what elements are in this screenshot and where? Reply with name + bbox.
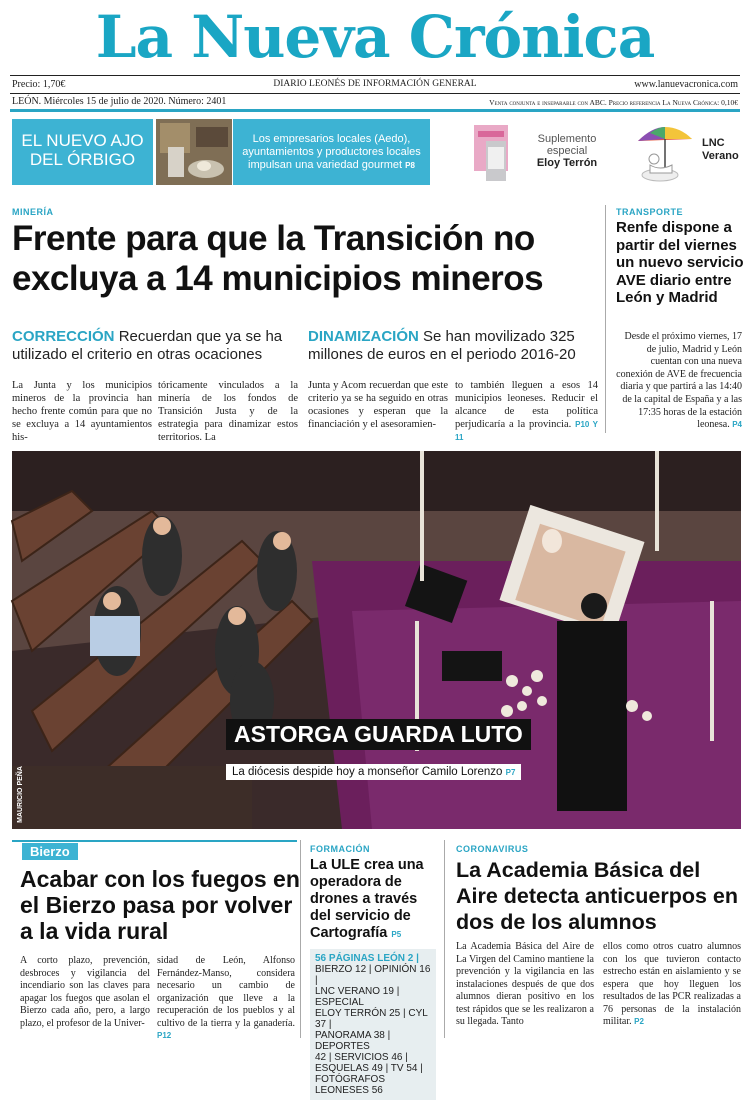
promo-ajo-title: EL NUEVO AJO DEL ÓRBIGO xyxy=(21,131,144,169)
coronavirus-ref: P2 xyxy=(634,1017,644,1026)
kicker-dinamizacion xyxy=(308,328,598,364)
supplement-label: Suplemento especial xyxy=(537,133,597,157)
divider xyxy=(10,93,740,94)
coronavirus-headline[interactable]: La Academia Básica del Aire detecta anticuerpos en dos de los alumnos xyxy=(456,858,738,934)
lead-body-col4-text: to también lleguen a esos 14 municipios leoneses. Reducir el alcance de esta política perjudicaría a la provincia. xyxy=(455,380,598,430)
photo-ref: P7 xyxy=(505,768,516,777)
bierzo-body-col2 xyxy=(157,955,295,1043)
index-line: ELOY TERRÓN 25 | CYL 37 | xyxy=(315,1008,428,1030)
lnc-verano-label: LNC Verano xyxy=(702,137,739,162)
tagline: DIARIO LEONÉS DE INFORMACIÓN GENERAL xyxy=(273,79,477,89)
promo-ajo-photo[interactable] xyxy=(156,119,232,185)
index-line: ESQUELAS 49 | TV 54 | xyxy=(315,1063,423,1074)
section-mineria: MINERÍA xyxy=(12,207,54,217)
newspaper-logo[interactable]: La Nueva Crónica xyxy=(95,3,655,71)
bierzo-rule xyxy=(12,840,297,842)
transporte-headline[interactable]: Renfe dispone a partir del viernes un nuevo servicio AVE diario entre León y Madrid xyxy=(616,219,744,306)
lead-body-col3: Junta y Acom recuerdan que este criterio ya se ha seguido en otras ocasiones y esperan que la financiación y el asesoramien- xyxy=(308,380,448,430)
promo-ajo[interactable] xyxy=(12,119,153,185)
photo-caption-text: La diócesis despide hoy a monseñor Camilo Lorenzo xyxy=(232,766,503,778)
promo-aedo[interactable] xyxy=(233,119,430,185)
promo-aedo-ref: P8 xyxy=(405,161,415,170)
index-line: PANORAMA 38 | DEPORTES xyxy=(315,1030,391,1052)
promo-supplement[interactable] xyxy=(436,119,604,185)
column-divider xyxy=(444,840,445,1038)
lead-body-col4 xyxy=(455,379,598,444)
lead-body-col1: La Junta y los municipios mineros de la provincia han hecho frente común para que no se excluya a 14 ayuntamientos his- xyxy=(12,380,152,443)
coronavirus-body-col2-text: ellos como otros cuatro alumnos con los que tuvieron contacto estrecho están en aislamiento y se espera que hoy lleguen los resultados de las PCR realizadas a 76 personas de la instalación militar. xyxy=(603,941,741,1027)
column-divider xyxy=(605,205,606,433)
section-bierzo: Bierzo xyxy=(22,843,78,860)
index-line: BIERZO 12 | OPINIÓN 16 | xyxy=(315,964,431,986)
column-divider xyxy=(300,840,301,1038)
website-link[interactable]: www.lanuevacronica.com xyxy=(634,79,738,90)
bierzo-body-col1: A corto plazo, prevención, desbroces y vigilancia del incendiario son las claves para apagar los fuegos que asolan el Bierzo cada año, pero, a largo plazo, el profesor de la Univer- xyxy=(20,955,150,1029)
dateline: LEÓN. Miércoles 15 de julio de 2020. Número: 2401 xyxy=(12,96,227,107)
promo-aedo-text: Los empresarios locales (Aedo), ayuntamientos y productores locales impulsan una variedad gourmet xyxy=(242,133,421,171)
blue-rule xyxy=(10,109,740,112)
photo-caption xyxy=(226,764,521,780)
photo-credit: MAURICIO PEÑA xyxy=(16,766,24,823)
abc-note: Venta conjunta e inseparable con ABC. Precio referencia La Nueva Crónica: 0,10€ xyxy=(489,98,738,107)
index-line: LNC VERANO 19 | ESPECIAL xyxy=(315,986,400,1008)
divider xyxy=(10,75,740,76)
transporte-body xyxy=(616,331,742,432)
page-index xyxy=(310,949,436,1100)
index-line: FOTÓGRAFOS LEONESES 56 xyxy=(315,1074,385,1096)
lead-headline[interactable]: Frente para que la Transición no excluya a 14 municipios mineros xyxy=(12,219,544,298)
formacion-headline-text: La ULE crea una operadora de drones a través del servicio de Cartografía xyxy=(310,857,424,941)
kicker-correccion-text: Recuerdan que ya se ha utilizado el criterio en otras ocaciones xyxy=(12,328,283,363)
formacion-ref: P5 xyxy=(391,930,402,939)
beach-umbrella-icon xyxy=(632,121,698,185)
lead-ref: P10 Y 11 xyxy=(455,420,599,442)
section-formacion: FORMACIÓN xyxy=(310,844,370,854)
coronavirus-body-col1: La Academia Básica del Aire de La Virgen del Camino mantiene la prevención y la vigilancia en las instalaciones después de que dos alumnos dieran positivo en los test rápidos que se les realizaron a su llegada. Tanto xyxy=(456,941,594,1027)
kicker-dinamizacion-label: DINAMIZACIÓN xyxy=(308,328,419,345)
promo-lnc-verano[interactable] xyxy=(606,119,740,185)
masthead xyxy=(0,0,750,80)
index-line: 42 | SERVICIOS 46 | xyxy=(315,1052,408,1063)
bierzo-ref: P12 xyxy=(157,1031,172,1040)
transporte-ref: P4 xyxy=(732,420,742,430)
supplement-name: Eloy Terrón xyxy=(536,157,598,169)
transporte-body-text: Desde el próximo viernes, 17 de julio, Madrid y León cuentan con una nueva conexión de AVE de frecuencia diaria y que partirá a las 14:40 de la capital de España y a las 17:35 horas de la estación leonesa. xyxy=(616,331,742,431)
photo-astorga[interactable] xyxy=(12,451,741,829)
bierzo-headline[interactable]: Acabar con los fuegos en el Bierzo pasa por volver a la vida rural xyxy=(20,866,300,944)
supplement-cover-icon xyxy=(470,121,516,185)
coronavirus-body-col2 xyxy=(603,941,741,1029)
kicker-correccion-label: CORRECCIÓN xyxy=(12,328,115,345)
lead-body-col2: tóricamente vinculados a la minería de los fondos de Transición Justa y de la estrategia para dinamizar estos territorios. La xyxy=(158,380,298,443)
photo-title[interactable]: ASTORGA GUARDA LUTO xyxy=(226,719,531,750)
bierzo-body-col2-text: sidad de León, Alfonso Fernández-Manso, considera necesario un cambio de organización que lleve a la recuperación de los pueblos y al cultivo de la tierra y la ganadería. xyxy=(157,955,295,1029)
index-line: 56 PÁGINAS LEÓN 2 | xyxy=(315,953,419,964)
price: Precio: 1,70€ xyxy=(12,79,66,90)
section-transporte: TRANSPORTE xyxy=(616,207,684,217)
formacion-headline[interactable] xyxy=(310,857,440,943)
section-coronavirus: CORONAVIRUS xyxy=(456,844,529,854)
kicker-correccion xyxy=(12,328,294,364)
kicker-dinamizacion-text: Se han movilizado 325 millones de euros en el periodo 2016-20 xyxy=(308,328,576,363)
